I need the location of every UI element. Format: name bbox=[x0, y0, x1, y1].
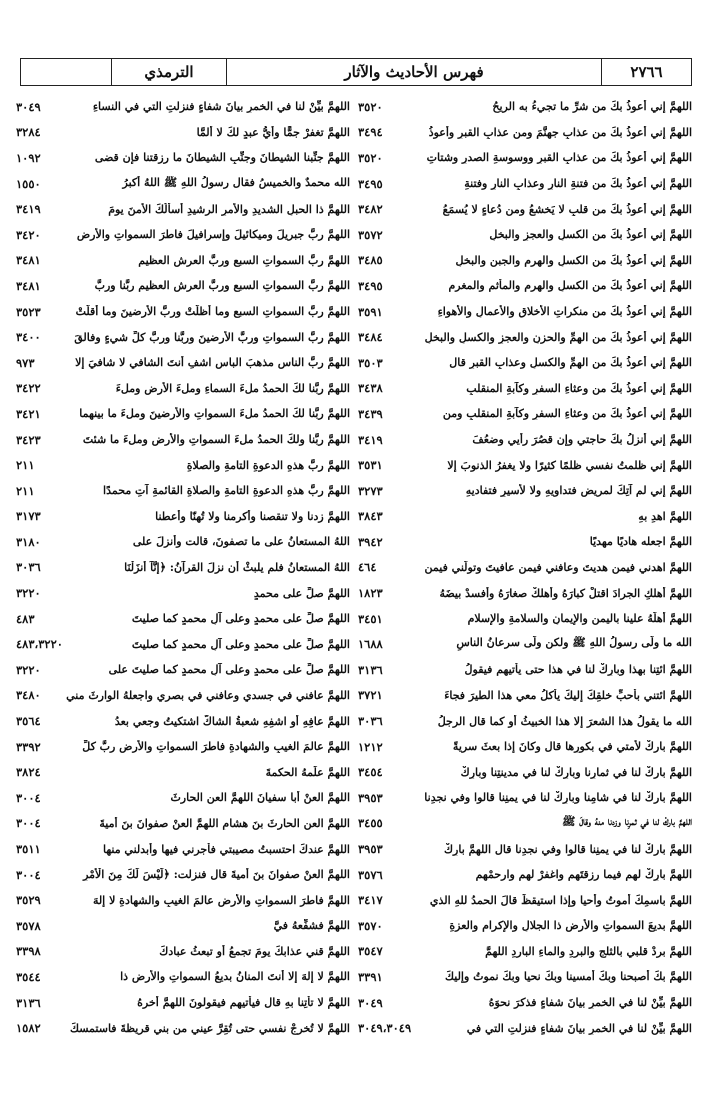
entry-hadith-number: ١٠٩٢ bbox=[16, 150, 41, 165]
entry-text: اللهمَّ تغفرْ جمًّا وأيُّ عبدٍ لكَ لا ألمَّا bbox=[196, 125, 350, 139]
entry-text: اللهمَّ ربَّ السمواتِ السبعِ وما أظلَّتْ وربَّ الأرضينَ وما أقلَّتْ bbox=[75, 305, 350, 319]
entry-hadith-number: ٣٩٥٣ bbox=[358, 842, 383, 857]
entry-text: اللهمَّ ربَّنا ولكَ الحمدُ ملءَ السمواتِ والأرضِ وملءَ ما شئتَ bbox=[82, 433, 350, 447]
entry-hadith-number: ٣٠٤٩ bbox=[358, 995, 383, 1010]
entry-text: اللهمَّ باركْ لنا في يمنِنا قالوا وفي نجدِنا قال اللهمَّ بارِكْ bbox=[443, 842, 692, 856]
entry-hadith-number: ٣٥٧٨ bbox=[16, 918, 41, 933]
index-entry bbox=[16, 785, 350, 811]
entry-text: اللهمَّ ربَّنا لكَ الحمدُ ملءَ السماءِ وملءَ الأرضِ وملءَ bbox=[115, 381, 350, 395]
entry-text: اللهمَّ فاطرَ السمواتِ والأرضِ عالمَ الغيبِ والشهادةِ لا إلهَ bbox=[92, 893, 350, 907]
entry-text: اللهمَّ عالمَ الغيبِ والشهادةِ فاطرَ السمواتِ والأرضِ ربَّ كلِّ bbox=[82, 740, 350, 754]
index-entry bbox=[358, 376, 692, 402]
index-entry bbox=[16, 145, 350, 171]
entry-text: اللهمَّ ربَّ هذهِ الدعوةِ التامةِ والصلاةِ bbox=[186, 458, 350, 472]
entry-text: اللهمَّ ربَّ الناسِ مذهبَ الباسِ اشفِ أنتَ الشافي لا شافيَ إلا bbox=[75, 356, 350, 370]
entry-text: اللهمَّ العنِ الحارثَ بنَ هشامٍ اللهمَّ العنْ صفوانَ بنَ أميةَ bbox=[99, 816, 350, 830]
index-entry bbox=[16, 708, 350, 734]
entry-hadith-number: ٢١١ bbox=[16, 483, 35, 498]
index-entry bbox=[16, 504, 350, 530]
entry-hadith-number: ٢١١ bbox=[16, 458, 35, 473]
index-entry bbox=[16, 887, 350, 913]
index-column-right bbox=[358, 94, 692, 1041]
entry-text: اللهمَّ إني ظلمتُ نفسي ظلمًا كثيرًا ولا يغفرُ الذنوبَ إلا bbox=[447, 458, 692, 472]
entry-text: اللهمَّ عافِهِ أو اشفِهِ شعبةُ الشاكُّ اشتكيتُ وجعي بعدُ bbox=[114, 714, 350, 728]
entry-hadith-number: ٣٥٢٠ bbox=[358, 150, 383, 165]
index-entry bbox=[16, 452, 350, 478]
index-entry bbox=[16, 657, 350, 683]
index-entry bbox=[358, 1015, 692, 1041]
index-entry bbox=[358, 811, 692, 837]
index-entry bbox=[358, 785, 692, 811]
entry-hadith-number: ٣٤٩٥ bbox=[358, 278, 383, 293]
page-header bbox=[20, 58, 692, 86]
entry-text: اللهمَّ بيِّنْ لنا في الخمرِ بيانَ شفاءٍ فنزلتِ التي في bbox=[466, 1021, 692, 1035]
entry-text: اللهمَّ صلِّ على محمدٍ وعلى آلِ محمدٍ كما صليتَ bbox=[131, 612, 350, 626]
entry-hadith-number: ٣١٣٦ bbox=[358, 662, 383, 677]
entry-text: اللهمَّ إني أعوذُ بكَ من الكسلِ والهرمِ والجبنِ والبخلِ bbox=[455, 253, 692, 267]
entry-text: اللهمَّ علِّمهُ الحكمةَ bbox=[265, 765, 350, 779]
entry-text: اللهمَّ بارِكْ لهم فيما رزقتَهم واغفرْ لهم وارحمْهم bbox=[475, 868, 692, 882]
index-entry bbox=[358, 913, 692, 939]
entry-text: اللهمَّ ربَّ السمواتِ وربَّ الأرضينَ وربَّنا وربَّ كلِّ شيءٍ وفالقَ bbox=[74, 330, 350, 344]
index-entry bbox=[358, 990, 692, 1016]
entry-text: اللهمَّ زدنا ولا تنقصنا وأكرمنا ولا تُهنّا وأعطنا bbox=[155, 509, 350, 523]
entry-hadith-number: ٣٠٣٦ bbox=[358, 714, 383, 729]
entry-text: اللهمَّ اجعله هاديًا مهديًا bbox=[589, 535, 692, 549]
entry-text: اللهمَّ بيِّنْ لنا في الخمرِ بيانَ شفاءٍ فنزلتِ التي في النساءِ bbox=[92, 100, 350, 114]
index-entry bbox=[358, 222, 692, 248]
index-entry bbox=[358, 529, 692, 555]
entry-hadith-number: ٣٢٢٠ bbox=[16, 662, 41, 677]
entry-hadith-number: ٣٤٨٢ bbox=[358, 202, 383, 217]
entry-text: اللهمَّ ائتني بأحبِّ خلقِكَ إليكَ يأكلُ معي هذا الطيرَ فجاءَ bbox=[444, 688, 692, 702]
entry-text: الله ما ولَّى رسولُ اللهِ ﷺ ولكن ولَّى سرعانُ الناسِ bbox=[456, 636, 692, 650]
entry-text: اللهمَّ لا إلهَ إلا أنتَ المنانُ بديعُ السمواتِ والأرضِ ذا bbox=[120, 970, 350, 984]
entry-hadith-number: ٣٣٩٨ bbox=[16, 944, 41, 959]
entry-hadith-number: ٣٤٨٥ bbox=[358, 253, 383, 268]
index-entry bbox=[16, 350, 350, 376]
index-entry bbox=[358, 964, 692, 990]
entry-text: اللهمَّ إني لم آتِكَ لمريضٍ فتداويهِ ولا لأسيرٍ فتفاديهِ bbox=[465, 484, 692, 498]
entry-text: اللهمَّ إني أعوذُ بكَ من الكسلِ والهرمِ والمأثمِ والمغرمِ bbox=[448, 279, 692, 293]
entry-hadith-number: ٣٨٤٣ bbox=[358, 509, 383, 524]
entry-text: اللهمَّ بردْ قلبي بالثلجِ والبردِ والماءِ الباردِ اللهمَّ bbox=[485, 944, 692, 958]
entry-hadith-number: ٣٤٩٥ bbox=[358, 176, 383, 191]
entry-hadith-number: ٣٥٣١ bbox=[358, 458, 383, 473]
entry-text: اللهمَّ إني أعوذُ بكَ من عذابِ جهنَّمَ ومن عذابِ القبرِ وأعوذُ bbox=[428, 125, 692, 139]
index-entry bbox=[358, 580, 692, 606]
entry-hadith-number: ٣٤٨٤ bbox=[358, 330, 383, 345]
entry-hadith-number: ٣٤٨١ bbox=[16, 253, 41, 268]
entry-hadith-number: ٣١٣٦ bbox=[16, 995, 41, 1010]
index-entry bbox=[16, 964, 350, 990]
entry-hadith-number: ٣٤٨٠ bbox=[16, 688, 41, 703]
entry-hadith-number: ٣٤٢٢ bbox=[16, 381, 41, 396]
entry-text: اللهمَّ ذا الحبلِ الشديدِ والأمرِ الرشيدِ أسألُكَ الأمنَ يومَ bbox=[108, 202, 350, 216]
entry-hadith-number: ٣٥٤٧ bbox=[358, 944, 383, 959]
index-entry bbox=[358, 657, 692, 683]
entry-hadith-number: ٣٤٥٥ bbox=[358, 816, 383, 831]
entry-text: الله ما يقولُ هذا الشعرَ إلا هذا الخبيثُ أو كما قال الرجلُ bbox=[437, 714, 692, 728]
index-entry bbox=[358, 887, 692, 913]
index-entry bbox=[358, 708, 692, 734]
entry-text: اللهمَّ إني أعوذُ بكَ من الكسلِ والعجزِ والبخلِ bbox=[489, 228, 692, 242]
index-entry bbox=[358, 401, 692, 427]
book-name: الترمذي bbox=[111, 59, 226, 85]
entry-hadith-number: ١٥٨٢ bbox=[16, 1021, 41, 1036]
page-number: ٢٧٦٦ bbox=[601, 59, 691, 85]
index-entry bbox=[16, 171, 350, 197]
entry-hadith-number: ٣٤١٩ bbox=[358, 432, 383, 447]
entry-text: اللهُ المستعانُ على ما تصفونَ، قالت وأنزلَ على bbox=[132, 535, 350, 549]
index-entry bbox=[16, 913, 350, 939]
entry-hadith-number: ٣٢٧٣ bbox=[358, 483, 383, 498]
entry-text: اللهمَّ جنِّبنا الشيطانَ وجنِّبِ الشيطانَ ما رزقتنا فإن قضى bbox=[94, 151, 350, 165]
index-entry bbox=[358, 862, 692, 888]
entry-text: اللهمَّ ربَّ السمواتِ السبعِ وربَّ العرشِ العظيمِ bbox=[138, 253, 350, 267]
entry-text: اللهمَّ بكَ أصبحنا وبكَ أمسينا وبكَ نحيا وبكَ نموتُ وإليكَ bbox=[444, 970, 692, 984]
entry-hadith-number: ٣١٧٣ bbox=[16, 509, 41, 524]
entry-hadith-number: ٣٤٣٨ bbox=[358, 381, 383, 396]
entry-hadith-number: ٣٥١١ bbox=[16, 842, 41, 857]
index-entry bbox=[358, 452, 692, 478]
entry-hadith-number: ٣٥٢٩ bbox=[16, 893, 41, 908]
entry-hadith-number: ١٨٢٣ bbox=[358, 586, 383, 601]
entry-hadith-number: ٤٨٣ bbox=[16, 611, 35, 626]
entry-hadith-number: ٣٠٠٤ bbox=[16, 816, 41, 831]
index-entry bbox=[16, 478, 350, 504]
entry-text: اللهمَّ فشفِّعهُ فيَّ bbox=[273, 919, 350, 933]
entry-text: اللهمَّ باركْ لأمتي في بكورِها قال وكانَ إذا بعثَ سريةً bbox=[452, 740, 692, 754]
index-entry bbox=[358, 939, 692, 965]
entry-hadith-number: ٣٤١٧ bbox=[358, 893, 383, 908]
entry-hadith-number: ٤٦٤ bbox=[358, 560, 377, 575]
index-entry bbox=[16, 580, 350, 606]
index-entry bbox=[16, 222, 350, 248]
entry-hadith-number: ٤٨٣،٣٢٢٠ bbox=[16, 637, 63, 652]
entry-hadith-number: ١٥٥٠ bbox=[16, 176, 41, 191]
entry-text: اللهمَّ قني عذابكَ يومَ تجمعُ أو تبعثُ عبادكَ bbox=[159, 944, 350, 958]
entry-hadith-number: ٣٥٢٠ bbox=[358, 99, 383, 114]
index-entry bbox=[16, 606, 350, 632]
entry-text: اللهمَّ ربَّنا لكَ الحمدُ ملءَ السمواتِ والأرضينَ وملءَ ما بينهما bbox=[79, 407, 350, 421]
entry-hadith-number: ٣١٨٠ bbox=[16, 534, 41, 549]
entry-text: اللهمَّ إني أُنزلُ بكَ حاجتي وإن قصُرَ رأيي وضعُفَ bbox=[472, 433, 692, 447]
entry-hadith-number: ٣٢٢٠ bbox=[16, 586, 41, 601]
entry-hadith-number: ٣٥٧٠ bbox=[358, 918, 383, 933]
entry-hadith-number: ٣٥٧٦ bbox=[358, 867, 383, 882]
entry-hadith-number: ٣٥٤٤ bbox=[16, 969, 41, 984]
index-entry bbox=[358, 299, 692, 325]
entry-hadith-number: ٣٠٣٦ bbox=[16, 560, 41, 575]
entry-hadith-number: ٣٥٢٣ bbox=[16, 304, 41, 319]
entry-text: اللهمَّ العنْ صفوانَ بنَ أميةَ قال فنزلت: ﴿لَيْسَ لَكَ مِنَ الْأَمْرِ bbox=[83, 868, 350, 882]
entry-text: اللهمَّ ربَّ السمواتِ السبعِ وربَّ العرشِ العظيمِ ربَّنا وربَّ bbox=[94, 279, 350, 293]
index-entry bbox=[358, 606, 692, 632]
entry-text: اللهمَّ إني أعوذُ بكَ من فتنةِ النارِ وعذابِ النارِ وفتنةِ bbox=[464, 177, 692, 191]
entry-text: اللهمَّ بديعَ السمواتِ والأرضِ ذا الجلالِ والإكرامِ والعزةِ bbox=[449, 919, 692, 933]
entry-hadith-number: ٣٥٦٤ bbox=[16, 714, 41, 729]
index-entry bbox=[358, 683, 692, 709]
entry-hadith-number: ٣٥٩١ bbox=[358, 304, 383, 319]
entry-text: اللهمَّ إني أعوذُ بكَ من شرِّ ما تجيءُ به الريحُ bbox=[492, 100, 692, 114]
index-entry bbox=[358, 145, 692, 171]
entry-text: اللهمَّ صلِّ على محمدٍ وعلى آلِ محمدٍ كما صليتَ على bbox=[108, 663, 350, 677]
index-entry bbox=[16, 299, 350, 325]
entry-text: اللهمَّ عندكَ احتسبتُ مصيبتي فأجرني فيها وأبدلني منها bbox=[102, 842, 350, 856]
index-entry bbox=[16, 939, 350, 965]
entry-hadith-number: ٣٤١٩ bbox=[16, 202, 41, 217]
entry-text: اللهمَّ صلِّ على محمدٍ bbox=[253, 586, 350, 600]
entry-hadith-number: ٣٤٥٤ bbox=[358, 765, 383, 780]
entry-hadith-number: ٣٠٠٤ bbox=[16, 790, 41, 805]
entry-hadith-number: ٣٠٠٤ bbox=[16, 867, 41, 882]
entry-hadith-number: ٣٨٢٤ bbox=[16, 765, 41, 780]
entry-text: اللهمَّ صلِّ على محمدٍ وعلى آلِ محمدٍ كما صليتَ bbox=[131, 637, 350, 651]
entry-hadith-number: ٩٧٣ bbox=[16, 355, 35, 370]
entry-hadith-number: ٣٤٣٩ bbox=[358, 406, 383, 421]
entry-text: اللهمَّ اهدني فيمن هديتَ وعافني فيمن عافيتَ وتولَّني فيمن bbox=[424, 560, 692, 574]
entry-text: اللهمَّ أهلَّهُ علينا باليمنِ والإيمانِ والسلامةِ والإسلامِ bbox=[467, 612, 692, 626]
entry-hadith-number: ٣٤٩٤ bbox=[358, 125, 383, 140]
index-entry bbox=[16, 120, 350, 146]
index-entry bbox=[358, 759, 692, 785]
entry-hadith-number: ٣٢٨٤ bbox=[16, 125, 41, 140]
index-entry bbox=[16, 529, 350, 555]
entry-text: اللهمَّ اهدِ بهِ bbox=[638, 509, 692, 523]
index-entry bbox=[16, 631, 350, 657]
entry-hadith-number: ٣٤٠٠ bbox=[16, 330, 41, 345]
entry-text: اللهمَّ أهلكِ الجرادَ اقتلْ كبارَهُ وأهلكْ صغارَهُ وأفسدْ بيضَهُ bbox=[439, 586, 692, 600]
running-title: فهرس الأحاديث والآثار bbox=[226, 59, 601, 85]
entry-hadith-number: ١٢١٢ bbox=[358, 739, 383, 754]
entry-text: اللهمَّ ربَّ هذهِ الدعوةِ التامةِ والصلاةِ القائمةِ آتِ محمدًا bbox=[103, 484, 350, 498]
entry-hadith-number: ١٦٨٨ bbox=[358, 637, 383, 652]
entry-hadith-number: ٣٤٥١ bbox=[358, 611, 383, 626]
index-entry bbox=[358, 836, 692, 862]
entry-text: اللهمَّ إني أعوذُ بكَ من عذابِ القبرِ ووسوسةِ الصدرِ وشتاتِ bbox=[426, 151, 692, 165]
entry-text: اللهمَّ باركْ لنا في ثمارِنا وبارِكْ لنا في مدينتِنا وبارِكْ bbox=[460, 765, 692, 779]
entry-hadith-number: ٣٤٢١ bbox=[16, 406, 41, 421]
index-entry bbox=[16, 376, 350, 402]
index-entry bbox=[358, 324, 692, 350]
entry-text: اللهمَّ إني أعوذُ بكَ من وعثاءِ السفرِ وكآبةِ المنقلبِ ومن bbox=[442, 407, 692, 421]
index-entry bbox=[358, 555, 692, 581]
entry-hadith-number: ٣٥٧٢ bbox=[358, 227, 383, 242]
index-column-left bbox=[16, 94, 350, 1041]
entry-hadith-number: ٣٧٢١ bbox=[358, 688, 383, 703]
index-entry bbox=[358, 478, 692, 504]
index-entry bbox=[358, 94, 692, 120]
index-entry bbox=[16, 990, 350, 1016]
index-entry bbox=[358, 734, 692, 760]
index-entry bbox=[16, 248, 350, 274]
entry-hadith-number: ٣٤٢٣ bbox=[16, 432, 41, 447]
entry-text: اللهمَّ باركْ لنا في ثمرِنا وزدنا منهُ وقالَ ﷺ bbox=[562, 815, 692, 829]
entry-text: اللهمَّ ائتِنا بهذا وبارِكْ لنا في هذا حتى يأتيهم فيقولُ bbox=[464, 663, 692, 677]
index-entry bbox=[16, 836, 350, 862]
index-entry bbox=[358, 273, 692, 299]
entry-text: اللهمَّ إني أعوذُ بكَ من الهمِّ والحزنِ والعجزِ والكسلِ والبخلِ bbox=[424, 330, 692, 344]
index-entry bbox=[358, 427, 692, 453]
entry-text: اللهمَّ بيِّنْ لنا في الخمرِ بيانَ شفاءٍ فذكرَ نحوَهُ bbox=[488, 996, 692, 1010]
entry-text: اللهمَّ عافني في جسدي وعافني في بصري واجعلهُ الوارثَ مني bbox=[66, 688, 350, 702]
index-entry bbox=[16, 196, 350, 222]
index-entry bbox=[16, 759, 350, 785]
index-entry bbox=[16, 1015, 350, 1041]
entry-hadith-number: ٣٣٩١ bbox=[358, 969, 383, 984]
entry-hadith-number: ٣٥٠٣ bbox=[358, 355, 383, 370]
entry-text: اللهمَّ إني أعوذُ بكَ من وعثاءِ السفرِ وكآبةِ المنقلبِ bbox=[466, 381, 692, 395]
index-entry bbox=[16, 811, 350, 837]
entry-hadith-number: ٣٠٤٩ bbox=[16, 99, 41, 114]
index-entry bbox=[16, 401, 350, 427]
entry-text: اللهمَّ ربَّ جبريلَ وميكائيلَ وإسرافيلَ فاطرَ السمواتِ والأرضِ bbox=[76, 228, 350, 242]
index-entry bbox=[16, 683, 350, 709]
entry-text: اللهمَّ لا تُخرجْ نفسي حتى تُقِرَّ عيني من بني قريظةَ فاستمسكَ bbox=[69, 1021, 350, 1035]
entry-hadith-number: ٣٤٨١ bbox=[16, 278, 41, 293]
index-entry bbox=[16, 427, 350, 453]
entry-hadith-number: ٣٠٤٩،٣٠٤٩ bbox=[358, 1021, 412, 1036]
index-entry bbox=[358, 171, 692, 197]
entry-hadith-number: ٣٣٩٢ bbox=[16, 739, 41, 754]
index-entry bbox=[358, 350, 692, 376]
index-entry bbox=[358, 120, 692, 146]
index-entry bbox=[16, 555, 350, 581]
index-entry bbox=[16, 862, 350, 888]
index-entry bbox=[358, 196, 692, 222]
entry-text: الله محمدٌ والخميسُ فقال رسولُ اللهِ ﷺ اللهُ أكبرُ bbox=[122, 175, 350, 189]
entry-text: اللهمَّ باسمِكَ أموتُ وأحيا وإذا استيقظَ قالَ الحمدُ للهِ الذي bbox=[429, 893, 692, 907]
entry-hadith-number: ٣٩٥٣ bbox=[358, 790, 383, 805]
index-entry bbox=[16, 273, 350, 299]
index-entry bbox=[358, 631, 692, 657]
entry-hadith-number: ٣٩٤٢ bbox=[358, 534, 383, 549]
index-entry bbox=[358, 248, 692, 274]
entry-text: اللهمَّ إني أعوذُ بكَ من قلبٍ لا يَخشعُ ومن دُعاءٍ لا يُسمَعُ bbox=[442, 202, 692, 216]
entry-hadith-number: ٣٤٢٠ bbox=[16, 227, 41, 242]
index-entry bbox=[16, 734, 350, 760]
entry-text: اللهمَّ باركْ لنا في شامِنا وبارِكْ لنا في يمنِنا قالوا وفي نجدِنا bbox=[424, 791, 692, 805]
header-empty-cell bbox=[21, 59, 111, 85]
entry-text: اللهمَّ لا تأتِنا بهِ قال فيأتيهم فيقولونَ اللهمَّ أخرهُ bbox=[137, 996, 350, 1010]
entry-text: اللهمَّ العنْ أبا سفيانَ اللهمَّ العنِ الحارثَ bbox=[170, 791, 350, 805]
index-entry bbox=[16, 324, 350, 350]
entry-text: اللهمَّ إني أعوذُ بكَ من منكراتِ الأخلاقِ والأعمالِ والأهواءِ bbox=[437, 305, 692, 319]
index-entry bbox=[16, 94, 350, 120]
entry-text: اللهُ المستعانُ فلم يلبثْ أن نزلَ القرآنُ: ﴿إِنَّآ أَنزَلْنَا bbox=[124, 560, 350, 574]
entry-text: اللهمَّ إني أعوذُ بكَ من الهمِّ والكسلِ وعذابِ القبرِ قال bbox=[449, 356, 692, 370]
index-entry bbox=[358, 504, 692, 530]
